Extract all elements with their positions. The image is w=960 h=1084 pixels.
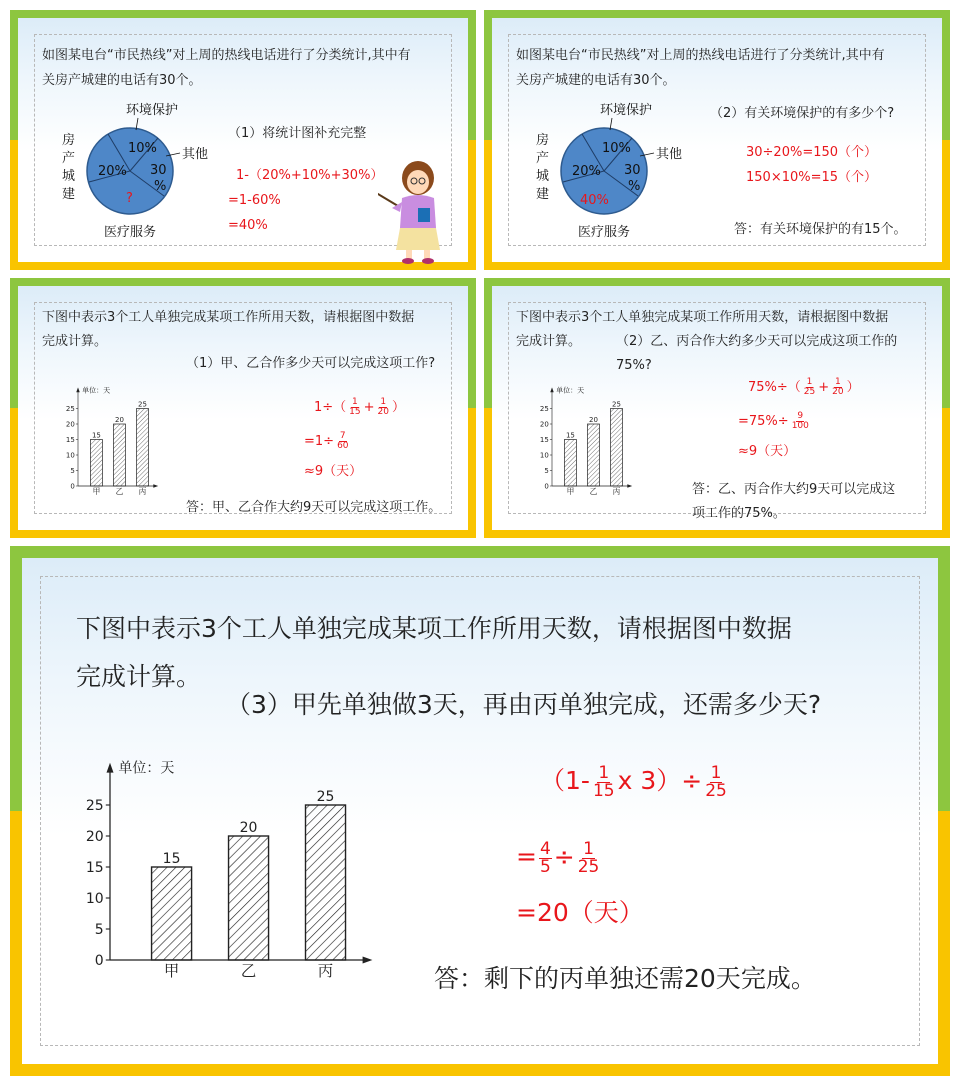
y-tick-label: 0 bbox=[544, 482, 549, 491]
category-label: 丙 bbox=[612, 487, 621, 497]
label-med: 医疗服务 bbox=[578, 225, 631, 240]
fraction: $\frac{1}{20}$ bbox=[377, 397, 389, 417]
label-house bbox=[536, 132, 549, 202]
fraction: $\frac{7}{60}$ bbox=[337, 431, 349, 451]
label-env: 环境保护 bbox=[600, 103, 653, 118]
category-label: 乙 bbox=[589, 487, 598, 497]
question: （1）将统计图补充完整 bbox=[228, 126, 367, 141]
y-tick-label: 0 bbox=[94, 952, 104, 969]
slide-body bbox=[492, 286, 942, 530]
pct-other-b: % bbox=[154, 179, 167, 194]
label-env: 环境保护 bbox=[126, 103, 179, 118]
svg-text:产: 产 bbox=[536, 151, 550, 166]
fraction: $\frac{1}{15}$ bbox=[592, 762, 615, 801]
y-tick-label: 10 bbox=[539, 451, 549, 460]
label-med: 医疗服务 bbox=[104, 225, 157, 240]
calc-step-1: 1-（20%+10%+30%） bbox=[236, 168, 384, 183]
pct-env: 10% bbox=[602, 141, 631, 156]
slide-3 bbox=[10, 278, 476, 538]
bar-value-label: 15 bbox=[565, 431, 575, 440]
calc-step-2: =1-60% bbox=[228, 193, 281, 208]
svg-text:产: 产 bbox=[62, 151, 76, 166]
pct-house: 20% bbox=[98, 164, 127, 179]
pct-other-a: 30 bbox=[624, 163, 641, 178]
question: （1）甲、乙合作多少天可以完成这项工作? bbox=[186, 356, 436, 371]
y-tick-label: 20 bbox=[65, 420, 75, 429]
calc-step-1: 30÷20%=150（个） bbox=[746, 145, 878, 160]
calc-step-2: =75%÷ $\frac{9}{100}$ bbox=[738, 411, 809, 431]
problem-line-2: 完成计算。 bbox=[516, 334, 582, 349]
bar-value-label: 20 bbox=[588, 415, 598, 424]
unit-label: 单位：天 bbox=[118, 760, 175, 777]
answer-line-2: 项工作的75%。 bbox=[692, 506, 786, 521]
problem-line-2: 关房产城建的电话有30个。 bbox=[42, 73, 202, 88]
bar-value-label: 15 bbox=[91, 431, 101, 440]
bar-value-label: 20 bbox=[114, 415, 124, 424]
category-label: 丙 bbox=[138, 487, 147, 497]
slide-body bbox=[18, 286, 468, 530]
question: （3）甲先单独做3天，再由丙单独完成，还需多少天? bbox=[226, 690, 822, 719]
calc-step-3: =40% bbox=[228, 218, 268, 233]
label-house bbox=[62, 132, 75, 202]
category-label: 乙 bbox=[115, 487, 124, 497]
answer-line-1: 答：乙、丙合作大约9天可以完成这 bbox=[692, 482, 896, 497]
y-tick-label: 5 bbox=[94, 921, 104, 938]
slide-body bbox=[492, 18, 942, 262]
pct-house: 20% bbox=[572, 164, 601, 179]
y-tick-label: 25 bbox=[65, 404, 75, 413]
fraction: $\frac{1}{25}$ bbox=[705, 762, 727, 801]
fraction: $\frac{1}{15}$ bbox=[349, 397, 361, 417]
calc-step-1: 75%÷（ $\frac{1}{25}$ + $\frac{1}{20}$ ） bbox=[748, 377, 860, 397]
calc-step-2: = $\frac{4}{5}$ ÷ $\frac{1}{25}$ bbox=[516, 838, 600, 877]
pct-other-a: 30 bbox=[150, 163, 167, 178]
bar-value-label: 15 bbox=[162, 850, 181, 867]
fraction: $\frac{1}{20}$ bbox=[832, 377, 844, 397]
teacher-illustration bbox=[378, 158, 458, 264]
problem-line-1: 下图中表示3个工人单独完成某项工作所用天数，请根据图中数据 bbox=[516, 310, 889, 325]
svg-text:房: 房 bbox=[536, 133, 550, 148]
bar bbox=[610, 409, 622, 487]
fraction: $\frac{1}{25}$ bbox=[803, 377, 816, 397]
category-label: 甲 bbox=[92, 487, 101, 497]
problem-line-1: 如图某电台“市民热线”对上周的热线电话进行了分类统计,其中有 bbox=[42, 48, 411, 63]
bar-value-label: 25 bbox=[138, 400, 147, 409]
label-other: 其他 bbox=[656, 147, 682, 162]
bar-value-label: 25 bbox=[612, 400, 621, 409]
pie-chart bbox=[48, 96, 208, 246]
question-line-2: 75%? bbox=[616, 358, 652, 373]
calc-step-1: 1÷（ $\frac{1}{15}$ + $\frac{1}{20}$ ） bbox=[314, 397, 405, 417]
bar bbox=[90, 440, 102, 487]
bar-chart bbox=[518, 384, 668, 506]
calc-step-2: =1÷ $\frac{7}{60}$ bbox=[304, 431, 349, 451]
unit-label: 单位：天 bbox=[82, 386, 111, 395]
category-label: 乙 bbox=[240, 962, 257, 981]
slide-2 bbox=[484, 10, 950, 270]
unit-label: 单位：天 bbox=[556, 386, 585, 395]
y-tick-label: 25 bbox=[85, 797, 104, 814]
pct-med: ? bbox=[126, 191, 133, 206]
svg-text:建: 建 bbox=[536, 187, 550, 202]
pct-other-b: % bbox=[628, 179, 641, 194]
category-label: 甲 bbox=[163, 962, 180, 981]
y-tick-label: 5 bbox=[70, 466, 75, 475]
slide-1 bbox=[10, 10, 476, 270]
y-tick-label: 5 bbox=[544, 466, 549, 475]
y-tick-label: 10 bbox=[65, 451, 75, 460]
calc-step-2: 150×10%=15（个） bbox=[746, 170, 878, 185]
y-tick-label: 25 bbox=[539, 404, 549, 413]
problem-line-1: 下图中表示3个工人单独完成某项工作所用天数，请根据图中数据 bbox=[76, 614, 792, 643]
slide-4 bbox=[484, 278, 950, 538]
category-label: 甲 bbox=[566, 487, 575, 497]
label-other: 其他 bbox=[182, 147, 208, 162]
y-tick-label: 0 bbox=[70, 482, 75, 491]
bar-value-label: 25 bbox=[316, 788, 335, 805]
svg-text:城: 城 bbox=[536, 169, 550, 184]
y-tick-label: 20 bbox=[539, 420, 549, 429]
answer: 答：甲、乙合作大约9天可以完成这项工作。 bbox=[186, 500, 442, 515]
fraction: $\frac{4}{5}$ bbox=[539, 838, 551, 877]
problem-line-1: 下图中表示3个工人单独完成某项工作所用天数，请根据图中数据 bbox=[42, 310, 415, 325]
problem-line-2: 完成计算。 bbox=[76, 662, 202, 691]
bar bbox=[152, 867, 192, 960]
answer: 答：剩下的丙单独还需20天完成。 bbox=[434, 964, 816, 993]
y-tick-label: 15 bbox=[85, 859, 104, 876]
bar bbox=[587, 424, 599, 486]
pct-env: 10% bbox=[128, 141, 157, 156]
bar-value-label: 20 bbox=[239, 819, 258, 836]
question-line-1: （2）乙、丙合作大约多少天可以完成这项工作的 bbox=[616, 334, 898, 349]
bar bbox=[229, 836, 269, 960]
category-label: 丙 bbox=[317, 962, 334, 981]
y-tick-label: 10 bbox=[85, 890, 104, 907]
fraction: $\frac{9}{100}$ bbox=[791, 411, 809, 431]
y-tick-label: 15 bbox=[539, 435, 549, 444]
slide-body bbox=[22, 558, 938, 1064]
svg-text:城: 城 bbox=[62, 169, 76, 184]
pie-chart bbox=[522, 96, 682, 246]
bar-chart bbox=[74, 746, 374, 996]
svg-text:建: 建 bbox=[62, 187, 76, 202]
calc-step-3: =20（天） bbox=[516, 898, 644, 927]
svg-text:房: 房 bbox=[62, 133, 76, 148]
problem-line-2: 完成计算。 bbox=[42, 334, 108, 349]
pct-med: 40% bbox=[580, 193, 609, 208]
problem-line-2: 关房产城建的电话有30个。 bbox=[516, 73, 676, 88]
fraction: $\frac{1}{25}$ bbox=[577, 838, 600, 877]
calc-step-3: ≈9（天） bbox=[304, 464, 363, 479]
question: （2）有关环境保护的有多少个? bbox=[710, 106, 895, 121]
bar-chart bbox=[44, 384, 194, 506]
calc-step-3: ≈9（天） bbox=[738, 444, 797, 459]
calc-step-1: （1- $\frac{1}{15}$ x 3）÷ $\frac{1}{25}$ bbox=[540, 762, 727, 801]
y-tick-label: 20 bbox=[85, 828, 104, 845]
bar bbox=[564, 440, 576, 487]
bar bbox=[113, 424, 125, 486]
problem-line-1: 如图某电台“市民热线”对上周的热线电话进行了分类统计,其中有 bbox=[516, 48, 885, 63]
bar bbox=[136, 409, 148, 487]
y-tick-label: 15 bbox=[65, 435, 75, 444]
slide-body bbox=[18, 18, 468, 262]
slide-5 bbox=[10, 546, 950, 1076]
bar bbox=[306, 805, 346, 960]
answer: 答：有关环境保护的有15个。 bbox=[734, 222, 907, 237]
